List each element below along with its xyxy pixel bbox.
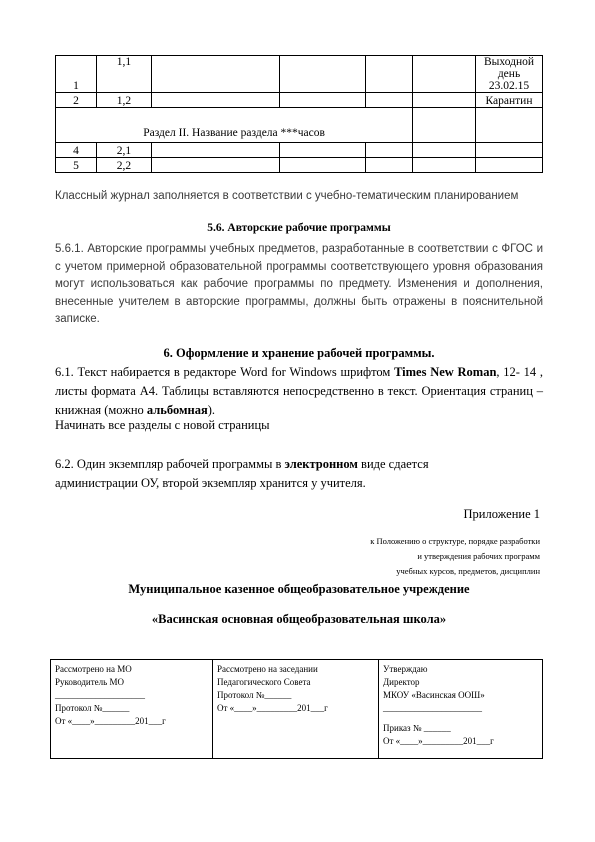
schedule-table [55,55,543,173]
date-line: От «____»_________201___г [217,703,328,713]
row-number: 1 [56,56,97,93]
approval-director [379,660,542,758]
date-line: От «____»_________201___г [55,716,166,726]
section-56-heading: 5.6. Авторские рабочие программы [207,222,391,234]
font-name: Times New Roman [394,365,497,379]
remark-line: Выходной день [483,56,535,80]
organization-type: Муниципальное казенное общеобразовательное учреждение [128,582,470,596]
text-run: виде сдается администрации ОУ, второй экземпляр хранится у учителя. [55,457,429,490]
orientation-option: альбомная [146,403,208,417]
table-row-section [56,108,543,143]
order-line: Приказ № ______ [383,723,451,733]
approval-council [213,660,379,758]
protocol-line: Протокол №______ [55,703,130,713]
approval-line: МКОУ «Васинская ООШ» [383,690,485,700]
section-6-heading: 6. Оформление и хранение рабочей программы. [163,346,435,360]
section-title: Раздел II. Название раздела ***часов [56,108,413,143]
organization-name: «Васинская основная общеобразовательная школа» [151,612,447,626]
approval-table [50,659,543,759]
date-line: От «____»_________201___г [383,736,494,746]
row-code: 1,1 [96,56,151,93]
signature-line: ____________________ [55,690,145,700]
table-row [56,56,543,93]
remark-line: 23.02.15 [488,80,530,92]
section-561-text: 5.6.1. Авторские программы учебных предметов, разработанные в соответствии с ФГОС и с учетом примерной образовательной программы соответствующего уровня образования могут использоваться как рабочие программы по предмету. Изменения и дополнения, внесенные учителем в авторские программы, должны быть отражены в пояснительной записке. [55,243,543,325]
row-remark [476,56,543,93]
appendix-label: Приложение 1 [463,507,540,521]
approval-mo [51,660,213,758]
row-remark: Карантин [476,93,543,108]
section-61-text [55,363,543,420]
table-row [56,93,543,108]
reference-line: к Положению о структуре, порядке разработки [370,536,540,546]
row-code: 2,1 [96,143,151,158]
text-run-bold: электронном [284,457,358,471]
text-run: ). [207,403,216,417]
reference-line: и утверждения рабочих программ [417,551,540,561]
row-number: 5 [56,158,97,173]
table-row [56,143,543,158]
text-run: 6.1. Текст набирается в редакторе Word for Windows шрифтом [55,365,395,379]
approval-line: Директор [383,677,420,687]
section-61-note: Начинать все разделы с новой страницы [55,418,270,432]
text-run: 6.2. Один экземпляр рабочей программы в [55,457,285,471]
approval-line: Руководитель МО [55,677,125,687]
reference-line: учебных курсов, предметов, дисциплин [396,566,540,576]
row-number: 2 [56,93,97,108]
protocol-line: Протокол №______ [217,690,292,700]
text-run: , 12- 14 , листы формата А4. Таблицы вставляются непосредственно в текст. Ориентация страниц – книжная (можно [55,365,543,417]
row-number: 4 [56,143,97,158]
row-code: 2,2 [96,158,151,173]
signature-line: ______________________ [383,703,482,713]
approval-line: Рассмотрено на МО [55,664,132,674]
approval-line: Утверждаю [383,664,428,674]
journal-note: Классный журнал заполняется в соответствии с учебно-тематическим планированием [55,190,519,202]
approval-line: Рассмотрено на заседании [217,664,318,674]
appendix-reference [250,534,540,579]
approval-line: Педагогического Совета [217,677,311,687]
section-62-text [55,455,495,493]
table-row [56,158,543,173]
row-code: 1,2 [96,93,151,108]
